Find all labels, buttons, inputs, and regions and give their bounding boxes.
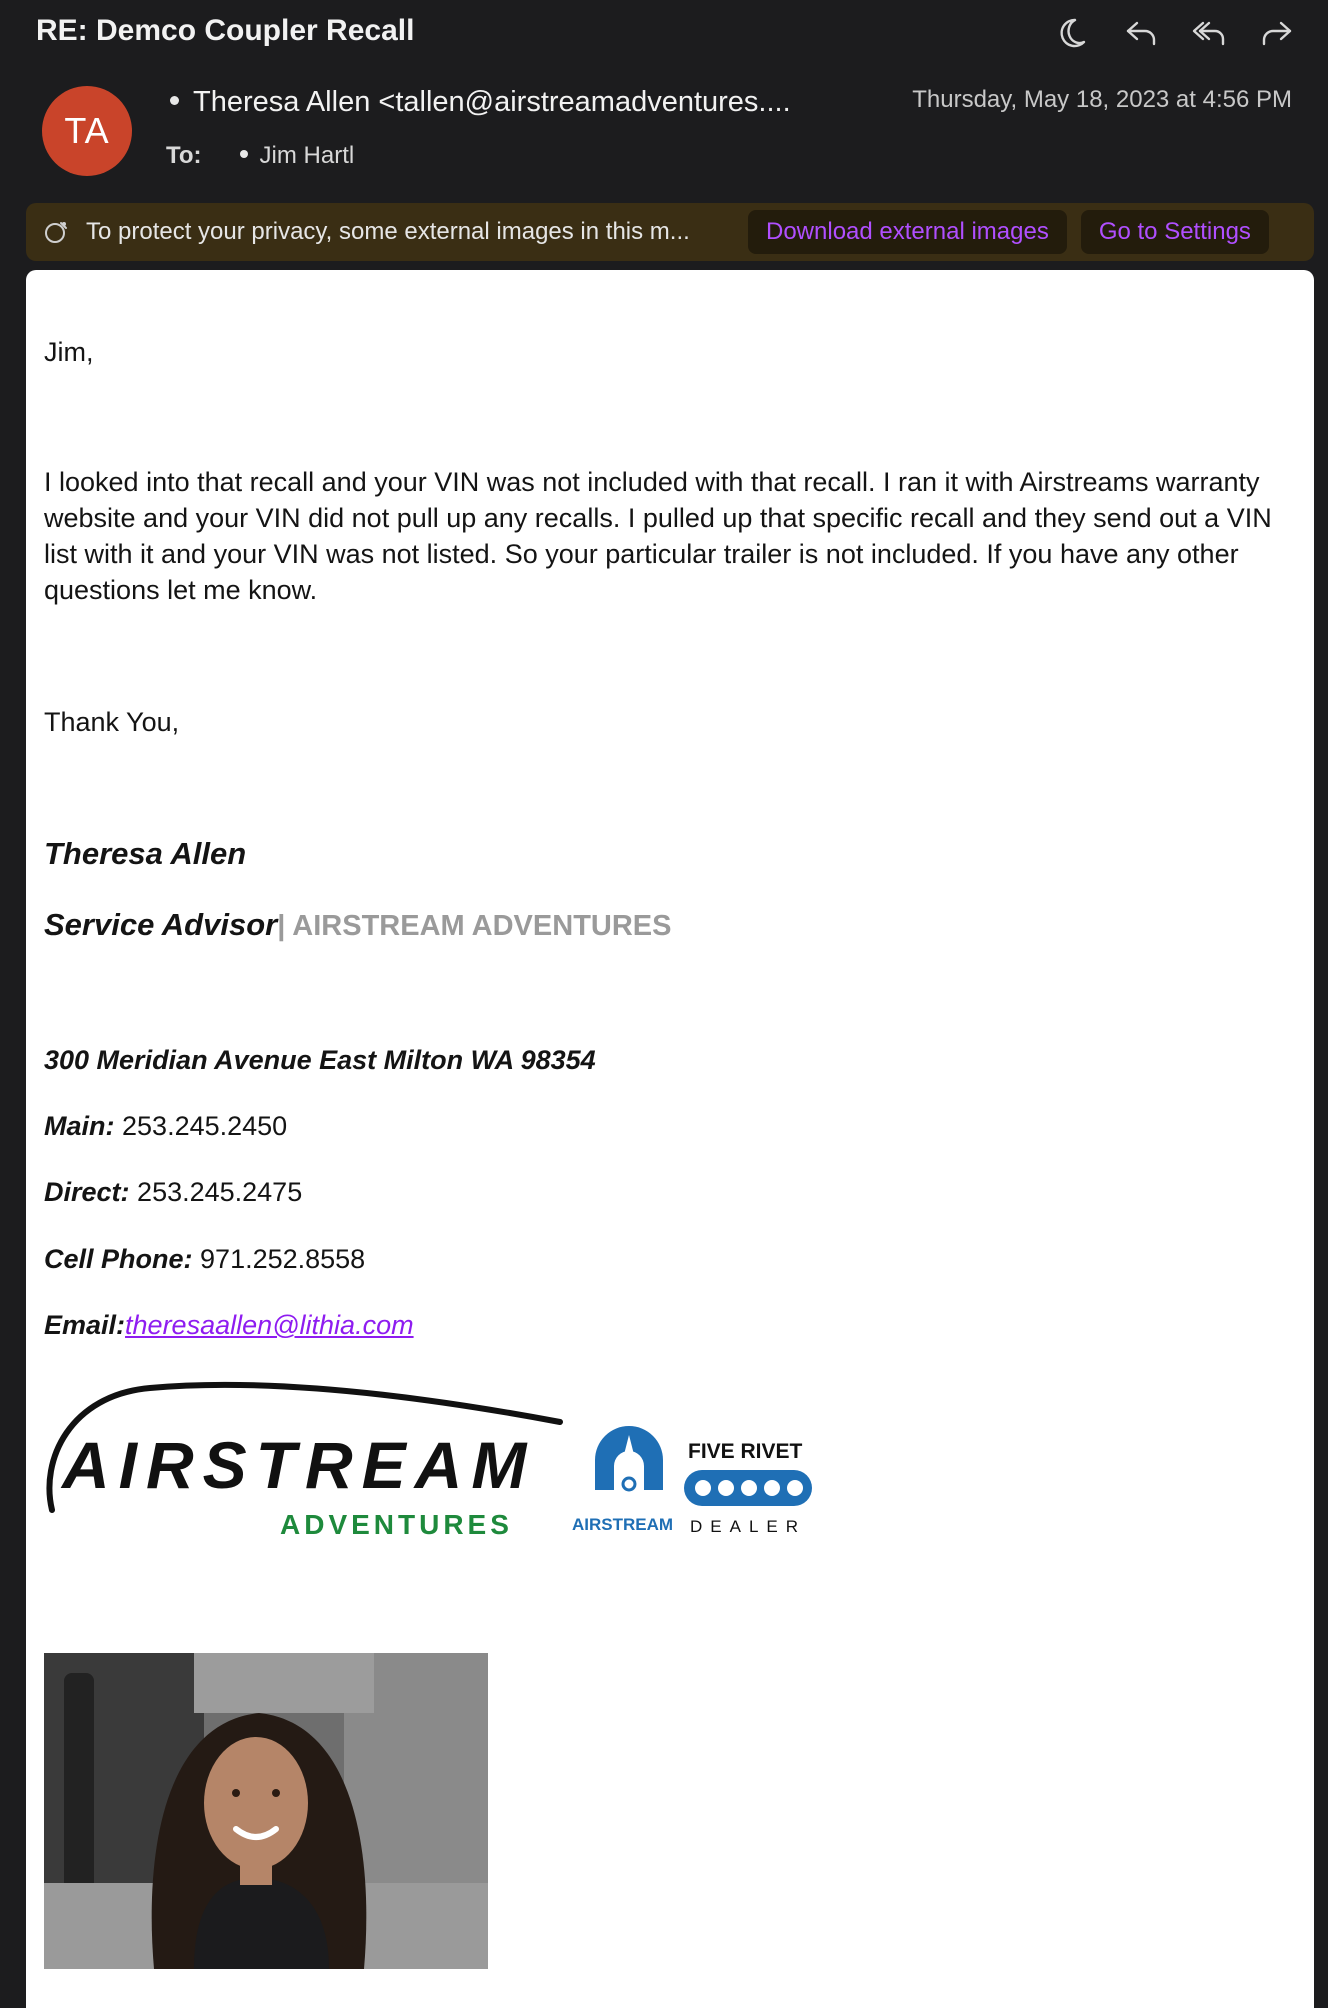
advisor-photo (44, 1653, 488, 1969)
badge-brand: AIRSTREAM (572, 1515, 674, 1534)
airstream-adventures-logo (40, 1370, 840, 1540)
download-images-button[interactable]: Download external images (748, 210, 1067, 254)
logo-wordmark: AIRSTREAM (62, 1428, 536, 1502)
cell-label: Cell Phone: (44, 1244, 193, 1274)
unread-dot-icon (170, 96, 179, 105)
message-paragraph: I looked into that recall and your VIN was not included with that recall. I ran it with Airstreams warranty website and your VIN did not pull up any recalls. I pulled up that specific recall and they send out a VIN list with it and your VIN was not listed. So your particular trailer is not included. If you have any other questions let me know. (44, 467, 1272, 605)
privacy-text: To protect your privacy, some external images in this m... (86, 218, 690, 245)
moon-icon[interactable] (1052, 12, 1094, 54)
signature-name: Theresa Allen (44, 836, 247, 871)
five-rivet-icon (684, 1470, 812, 1506)
blocked-image-icon (42, 218, 70, 246)
sender-name: Theresa Allen <tallen@airstreamadventures.... (193, 86, 791, 118)
signature-role: Service Advisor (44, 907, 278, 942)
to-label: To: (166, 142, 202, 169)
email-link[interactable]: theresaallen@lithia.com (125, 1310, 414, 1340)
main-value: 253.245.2450 (122, 1111, 288, 1141)
email-contact (44, 1307, 414, 1343)
email-label: Email: (44, 1310, 126, 1340)
greeting: Jim, (44, 337, 94, 367)
recipient-name[interactable]: Jim Hartl (259, 142, 355, 169)
signature-company: AIRSTREAM ADVENTURES (285, 910, 672, 942)
cell-value: 971.252.8558 (200, 1244, 366, 1274)
recipient-row (166, 142, 354, 170)
recipient-dot-icon (240, 150, 248, 158)
forward-icon[interactable] (1256, 12, 1298, 54)
signature-separator: | (277, 910, 286, 942)
logo-adventures: ADVENTURES (280, 1509, 513, 1540)
message-toolbar (1052, 12, 1298, 54)
reply-all-icon[interactable] (1188, 12, 1230, 54)
email-header (0, 0, 1328, 270)
sender-row[interactable] (170, 86, 850, 119)
rivet-title: FIVE RIVET (688, 1440, 803, 1463)
rivet-dealer: DEALER (690, 1517, 807, 1536)
direct-label: Direct: (44, 1177, 130, 1207)
signature-address: 300 Meridian Avenue East Milton WA 98354 (44, 1045, 596, 1075)
signature-title (44, 907, 671, 944)
cell-phone (44, 1241, 365, 1277)
email-date: Thursday, May 18, 2023 at 4:56 PM (912, 86, 1292, 113)
airstream-badge-icon (595, 1426, 663, 1490)
go-to-settings-button[interactable]: Go to Settings (1081, 210, 1269, 254)
privacy-banner (26, 203, 1314, 261)
message-body (26, 270, 1314, 2008)
main-label: Main: (44, 1111, 115, 1141)
main-phone (44, 1108, 287, 1144)
direct-phone (44, 1174, 302, 1210)
email-subject: RE: Demco Coupler Recall (36, 14, 415, 47)
sender-avatar[interactable]: TA (42, 86, 132, 176)
reply-icon[interactable] (1120, 12, 1162, 54)
direct-value: 253.245.2475 (137, 1177, 303, 1207)
closing: Thank You, (44, 707, 180, 737)
